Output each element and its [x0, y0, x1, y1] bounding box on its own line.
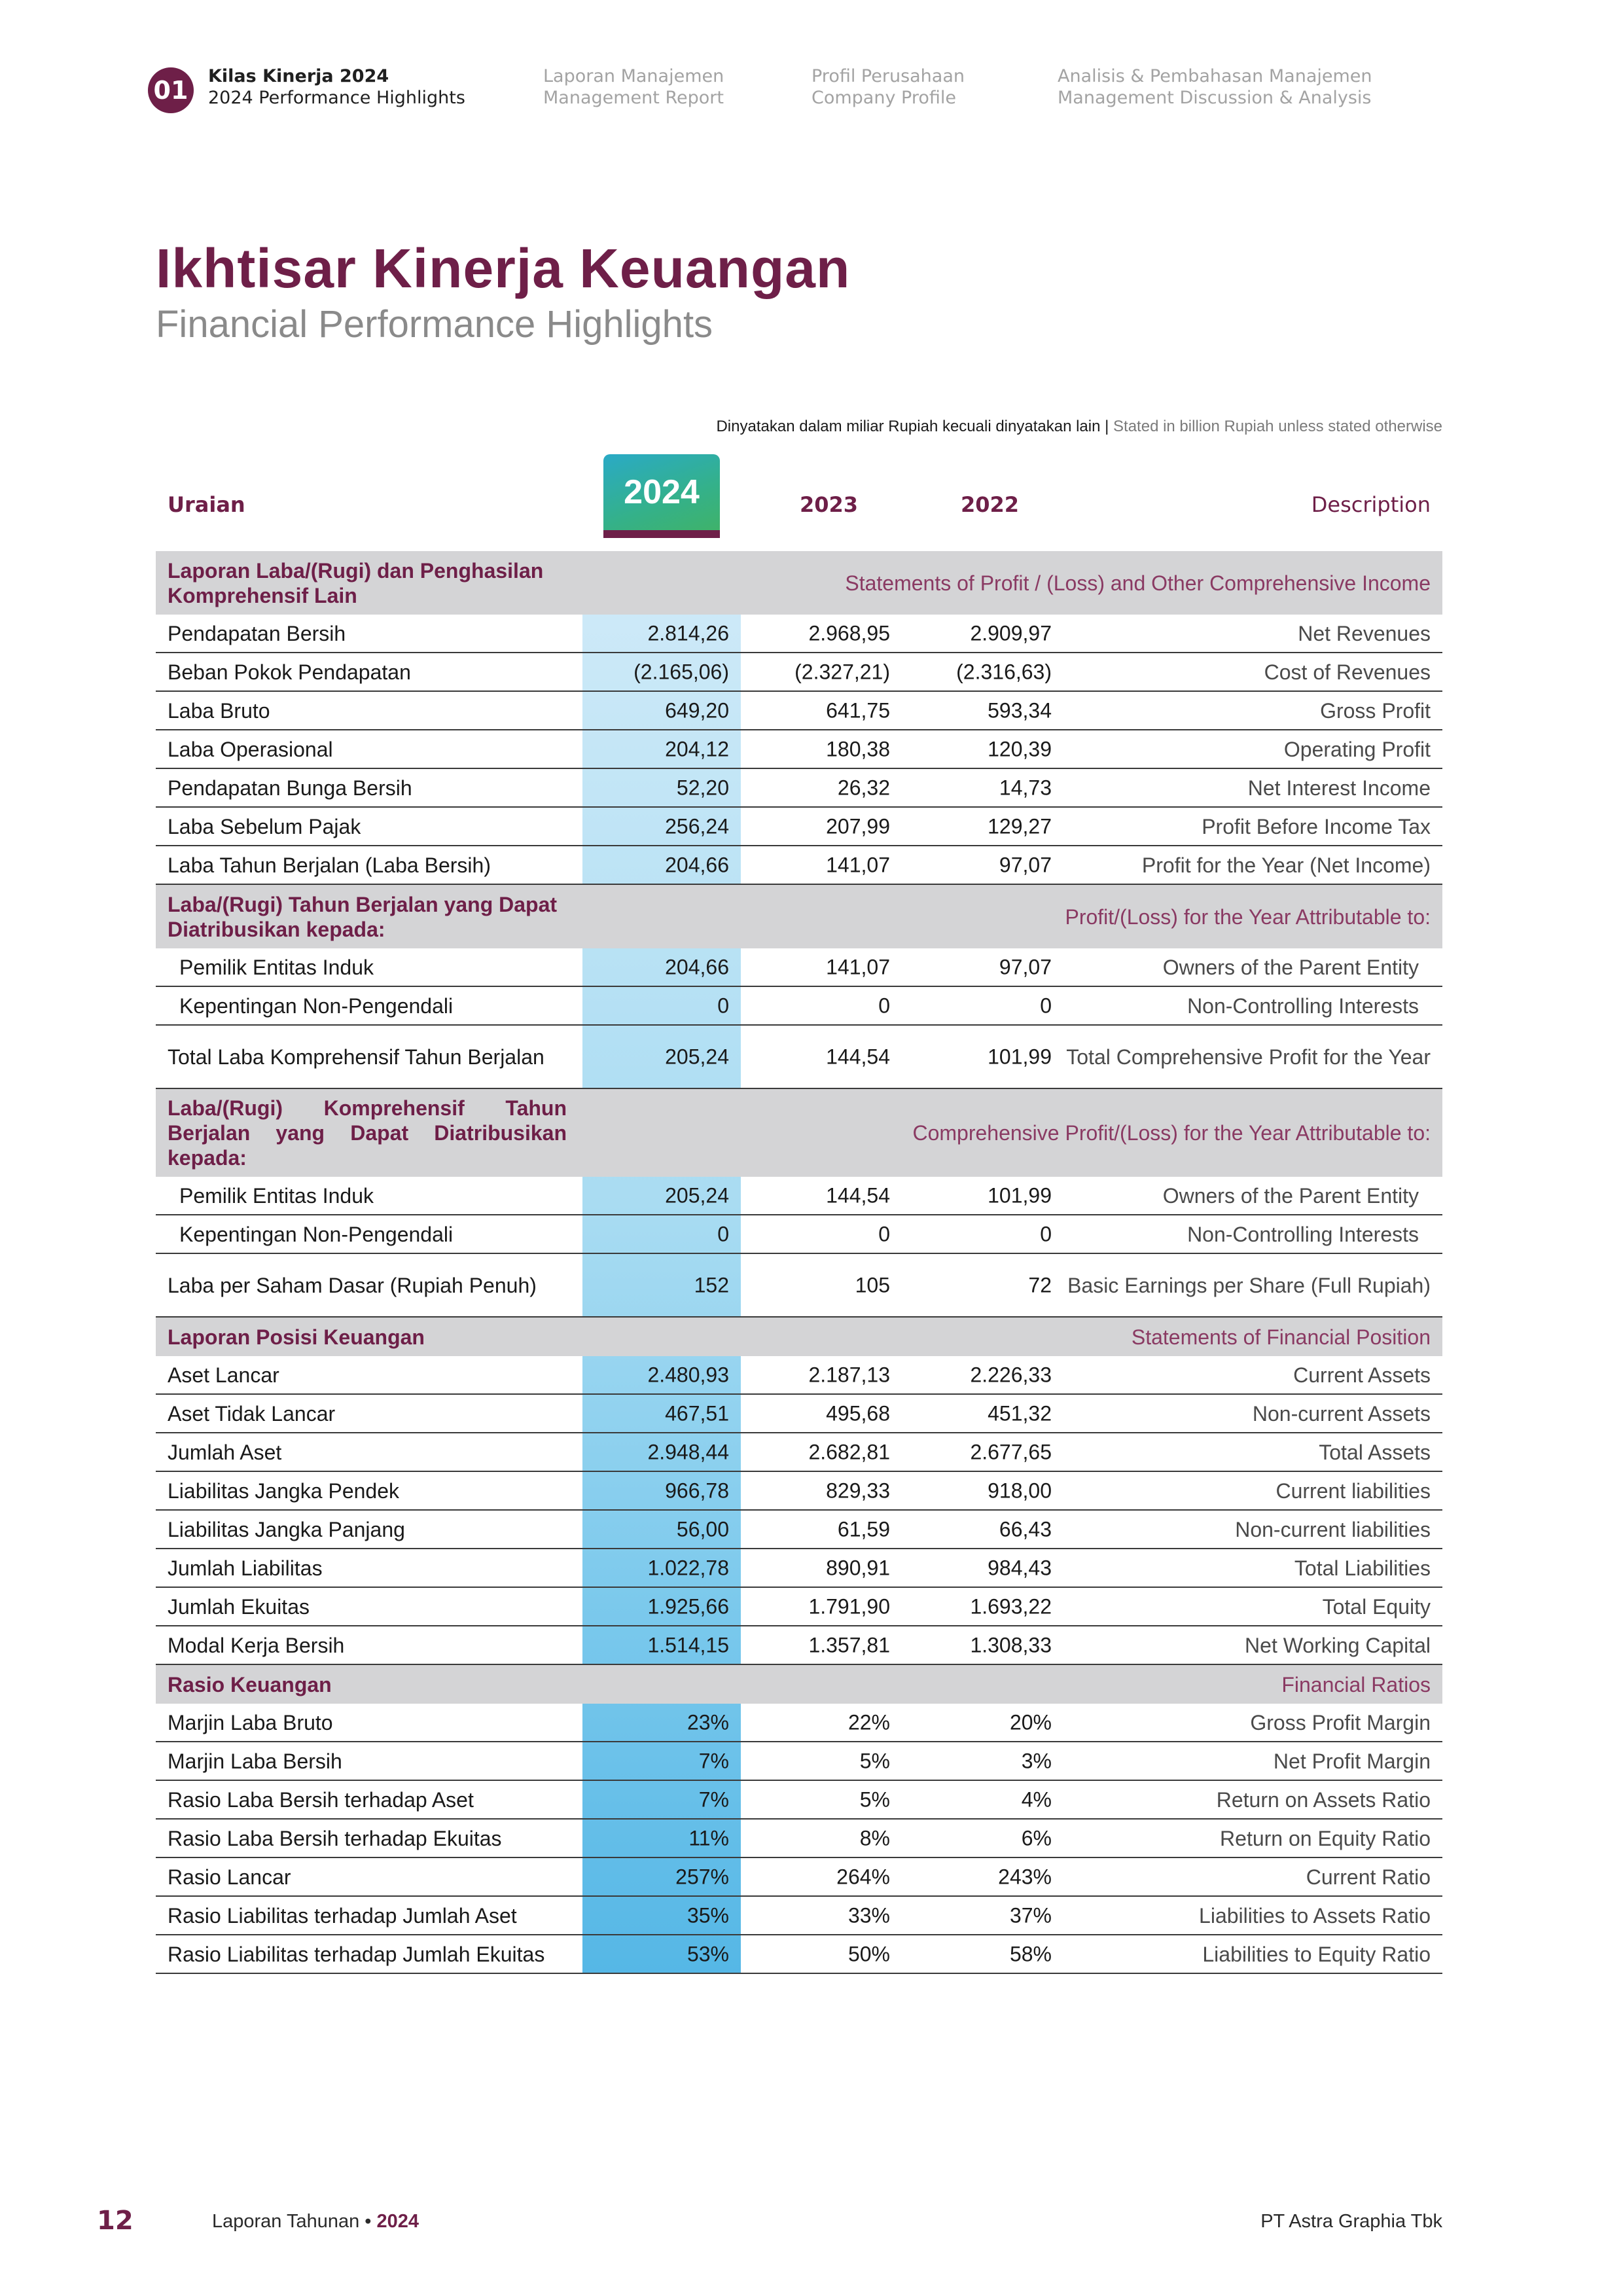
value-2023: 180,38 — [826, 737, 890, 761]
section-header-row — [156, 551, 1442, 615]
value-2023: 144,54 — [826, 1183, 890, 1207]
value-2024: 53% — [687, 1942, 729, 1965]
value-2023: (2.327,21) — [794, 660, 890, 683]
nav-item-label: Kilas Kinerja 2024 — [208, 66, 389, 86]
table-row — [156, 1254, 1442, 1318]
value-2022: 97,07 — [999, 853, 1052, 876]
row-label: Pemilik Entitas Induk — [179, 955, 374, 979]
page-number: 12 — [97, 2206, 134, 2236]
value-2022: 984,43 — [988, 1556, 1052, 1579]
row-description: Liabilities to Equity Ratio — [1202, 1942, 1431, 1966]
value-2022: 918,00 — [988, 1479, 1052, 1502]
value-2022: 101,99 — [988, 1045, 1052, 1068]
row-description: Total Assets — [1319, 1440, 1431, 1464]
row-label: Laba/(Rugi) Komprehensif Tahun Berjalan yang Dapat Diatribusikan kepada: — [168, 1096, 567, 1170]
value-2023: 207,99 — [826, 814, 890, 838]
nav-item-performance-highlights[interactable] — [208, 65, 465, 109]
nav-item-label: Laporan Manajemen — [543, 66, 724, 86]
value-2023: 8% — [859, 1826, 890, 1850]
row-label: Beban Pokok Pendapatan — [168, 660, 411, 684]
row-description: Statements of Profit / (Loss) and Other Comprehensive Income — [845, 571, 1431, 595]
value-2024: 966,78 — [665, 1479, 729, 1502]
row-description: Non-Controlling Interests — [1187, 994, 1419, 1018]
value-2022: 2.909,97 — [970, 621, 1052, 645]
table-row — [156, 1395, 1442, 1433]
table-row — [156, 615, 1442, 653]
table-row — [156, 948, 1442, 987]
row-description: Current liabilities — [1275, 1479, 1431, 1503]
table-row — [156, 1781, 1442, 1820]
table-row — [156, 1588, 1442, 1626]
value-2022: 0 — [1040, 1222, 1052, 1246]
page-title: Ikhtisar Kinerja Keuangan — [156, 238, 851, 299]
value-2022: 4% — [1021, 1787, 1052, 1811]
unit-note — [716, 418, 1442, 436]
row-label: Jumlah Liabilitas — [168, 1556, 323, 1580]
row-label: Pendapatan Bersih — [168, 621, 346, 645]
table-row — [156, 1626, 1442, 1665]
row-label: Modal Kerja Bersih — [168, 1633, 345, 1657]
nav-item-sublabel: Management Discussion & Analysis — [1058, 88, 1372, 108]
row-label: Rasio Laba Bersih terhadap Ekuitas — [168, 1826, 502, 1850]
value-2024: 35% — [687, 1903, 729, 1927]
table-row — [156, 1177, 1442, 1215]
table-row — [156, 1356, 1442, 1395]
nav-item-sublabel: Management Report — [543, 88, 724, 108]
table-row — [156, 1215, 1442, 1254]
row-label: Rasio Lancar — [168, 1865, 291, 1889]
row-label: Rasio Keuangan — [168, 1672, 332, 1696]
value-2022: 120,39 — [988, 737, 1052, 761]
value-2023: 141,07 — [826, 955, 890, 978]
value-2022: 593,34 — [988, 698, 1052, 722]
row-description: Profit Before Income Tax — [1202, 814, 1431, 838]
row-description: Financial Ratios — [1281, 1672, 1431, 1696]
table-row — [156, 1026, 1442, 1089]
year-2024-badge: 2024 — [603, 454, 720, 530]
row-label: Rasio Liabilitas terhadap Jumlah Aset — [168, 1903, 517, 1928]
value-2023: 26,32 — [837, 776, 890, 799]
row-description: Gross Profit — [1320, 698, 1431, 723]
table-body — [156, 551, 1442, 1974]
row-description: Net Working Capital — [1245, 1633, 1431, 1657]
row-label: Rasio Laba Bersih terhadap Aset — [168, 1787, 474, 1812]
value-2022: 1.308,33 — [970, 1633, 1052, 1657]
value-2023: 264% — [836, 1865, 890, 1888]
table-row — [156, 1935, 1442, 1974]
row-label: Kepentingan Non-Pengendali — [179, 994, 454, 1018]
value-2022: 20% — [1009, 1710, 1052, 1734]
row-description: Non-current Assets — [1252, 1401, 1431, 1426]
table-row — [156, 1704, 1442, 1742]
row-description: Profit for the Year (Net Income) — [1141, 853, 1431, 877]
row-label: Laba Tahun Berjalan (Laba Bersih) — [168, 853, 491, 877]
value-2023: 2.682,81 — [808, 1440, 890, 1463]
table-row — [156, 1472, 1442, 1511]
row-label: Laporan Laba/(Rugi) dan Penghasilan Komprehensif Lain — [168, 558, 544, 607]
table-row — [156, 1549, 1442, 1588]
section-header-row — [156, 1665, 1442, 1704]
row-description: Net Interest Income — [1247, 776, 1431, 800]
value-2022: 451,32 — [988, 1401, 1052, 1425]
value-2024: 52,20 — [676, 776, 729, 799]
value-2023: 495,68 — [826, 1401, 890, 1425]
row-description: Basic Earnings per Share (Full Rupiah) — [1067, 1273, 1431, 1297]
footer-company: PT Astra Graphia Tbk — [1260, 2211, 1442, 2232]
row-description: Liabilities to Assets Ratio — [1199, 1903, 1431, 1928]
value-2022: 97,07 — [999, 955, 1052, 978]
row-label: Marjin Laba Bruto — [168, 1710, 333, 1734]
value-2024: 0 — [717, 1222, 729, 1246]
nav-item-label: Profil Perusahaan — [812, 66, 965, 86]
value-2024: 256,24 — [665, 814, 729, 838]
row-label: Pemilik Entitas Induk — [179, 1183, 374, 1208]
row-label: Liabilitas Jangka Pendek — [168, 1479, 400, 1503]
value-2024: 1.925,66 — [647, 1594, 729, 1618]
value-2024: 257% — [675, 1865, 729, 1888]
footer-year: 2024 — [376, 2211, 419, 2232]
value-2023: 5% — [859, 1749, 890, 1772]
value-2022: 72 — [1028, 1273, 1052, 1297]
row-label: Laba per Saham Dasar (Rupiah Penuh) — [168, 1273, 537, 1297]
value-2023: 50% — [847, 1942, 890, 1965]
value-2023: 33% — [847, 1903, 890, 1927]
row-label: Pendapatan Bunga Bersih — [168, 776, 412, 800]
value-2024: 2.480,93 — [647, 1363, 729, 1386]
value-2023: 829,33 — [826, 1479, 890, 1502]
value-2024: 204,66 — [665, 955, 729, 978]
row-label: Aset Lancar — [168, 1363, 279, 1387]
row-description: Profit/(Loss) for the Year Attributable to: — [1065, 905, 1431, 929]
unit-note-id: Dinyatakan dalam miliar Rupiah kecuali dinyatakan lain — [716, 418, 1101, 435]
row-label: Liabilitas Jangka Panjang — [168, 1517, 405, 1541]
value-2022: 37% — [1009, 1903, 1052, 1927]
nav-item-sublabel: Company Profile — [812, 88, 956, 108]
value-2023: 105 — [855, 1273, 890, 1297]
value-2023: 890,91 — [826, 1556, 890, 1579]
footer-report — [212, 2211, 419, 2233]
value-2024: 205,24 — [665, 1045, 729, 1068]
table-row — [156, 769, 1442, 808]
row-description: Owners of the Parent Entity — [1162, 1183, 1419, 1208]
row-description: Gross Profit Margin — [1250, 1710, 1431, 1734]
table-row — [156, 653, 1442, 692]
table-row — [156, 692, 1442, 730]
row-label: Aset Tidak Lancar — [168, 1401, 336, 1426]
nav-item-mda[interactable] — [1058, 65, 1372, 109]
table-row — [156, 987, 1442, 1026]
row-description: Return on Assets Ratio — [1216, 1787, 1431, 1812]
row-description: Total Comprehensive Profit for the Year — [1066, 1045, 1431, 1069]
table-row — [156, 1742, 1442, 1781]
row-label: Rasio Liabilitas terhadap Jumlah Ekuitas — [168, 1942, 545, 1966]
row-description: Owners of the Parent Entity — [1162, 955, 1419, 979]
value-2022: 243% — [998, 1865, 1052, 1888]
value-2024: 152 — [694, 1273, 729, 1297]
value-2022: 1.693,22 — [970, 1594, 1052, 1618]
value-2023: 61,59 — [837, 1517, 890, 1541]
page-subtitle: Financial Performance Highlights — [156, 303, 713, 346]
value-2024: 649,20 — [665, 698, 729, 722]
row-label: Total Laba Komprehensif Tahun Berjalan — [168, 1045, 544, 1069]
nav-item-company-profile[interactable] — [812, 65, 965, 109]
value-2023: 2.187,13 — [808, 1363, 890, 1386]
table-row — [156, 730, 1442, 769]
value-2024: 2.814,26 — [647, 621, 729, 645]
value-2022: 3% — [1021, 1749, 1052, 1772]
value-2023: 5% — [859, 1787, 890, 1811]
row-label: Laba Operasional — [168, 737, 333, 761]
row-description: Non-Controlling Interests — [1187, 1222, 1419, 1246]
value-2024: 56,00 — [676, 1517, 729, 1541]
nav-item-sublabel: 2024 Performance Highlights — [208, 88, 465, 108]
value-2022: 129,27 — [988, 814, 1052, 838]
section-nav — [148, 65, 1442, 118]
unit-note-en: Stated in billion Rupiah unless stated otherwise — [1113, 418, 1442, 435]
table-row — [156, 846, 1442, 885]
value-2023: 641,75 — [826, 698, 890, 722]
header-description: Description — [1311, 492, 1431, 517]
unit-note-separator: | — [1100, 418, 1114, 435]
table-row — [156, 808, 1442, 846]
nav-item-management-report[interactable] — [543, 65, 724, 109]
value-2024: 205,24 — [665, 1183, 729, 1207]
value-2022: 66,43 — [999, 1517, 1052, 1541]
value-2024: 2.948,44 — [647, 1440, 729, 1463]
row-description: Comprehensive Profit/(Loss) for the Year Attributable to: — [912, 1121, 1431, 1145]
value-2022: 2.677,65 — [970, 1440, 1052, 1463]
value-2023: 1.357,81 — [808, 1633, 890, 1657]
row-description: Net Profit Margin — [1273, 1749, 1431, 1773]
row-description: Non-current liabilities — [1235, 1517, 1431, 1541]
value-2023: 22% — [847, 1710, 890, 1734]
value-2024: 467,51 — [665, 1401, 729, 1425]
value-2023: 0 — [878, 1222, 890, 1246]
footer-report-label: Laporan Tahunan — [212, 2211, 360, 2232]
value-2022: 58% — [1009, 1942, 1052, 1965]
value-2022: 101,99 — [988, 1183, 1052, 1207]
value-2023: 0 — [878, 994, 890, 1017]
value-2023: 1.791,90 — [808, 1594, 890, 1618]
row-description: Total Equity — [1322, 1594, 1431, 1619]
value-2024: 1.514,15 — [647, 1633, 729, 1657]
row-label: Jumlah Ekuitas — [168, 1594, 310, 1619]
header-2022: 2022 — [961, 492, 1020, 517]
table-header — [156, 478, 1442, 530]
value-2023: 141,07 — [826, 853, 890, 876]
value-2024: 0 — [717, 994, 729, 1017]
nav-item-label: Analisis & Pembahasan Manajemen — [1058, 66, 1372, 86]
row-label: Laporan Posisi Keuangan — [168, 1325, 425, 1349]
table-row — [156, 1897, 1442, 1935]
value-2024: 7% — [698, 1749, 729, 1772]
row-label: Laba Sebelum Pajak — [168, 814, 361, 838]
value-2024: 11% — [688, 1826, 729, 1850]
row-description: Current Assets — [1293, 1363, 1431, 1387]
value-2024: (2.165,06) — [633, 660, 729, 683]
value-2022: 2.226,33 — [970, 1363, 1052, 1386]
row-label: Laba Bruto — [168, 698, 270, 723]
row-description: Operating Profit — [1283, 737, 1431, 761]
value-2024: 204,12 — [665, 737, 729, 761]
value-2023: 144,54 — [826, 1045, 890, 1068]
section-header-row — [156, 1089, 1442, 1177]
value-2024: 1.022,78 — [647, 1556, 729, 1579]
value-2022: 14,73 — [999, 776, 1052, 799]
row-description: Net Revenues — [1298, 621, 1431, 645]
row-label: Marjin Laba Bersih — [168, 1749, 342, 1773]
chapter-badge: 01 — [148, 67, 194, 113]
row-description: Current Ratio — [1306, 1865, 1431, 1889]
row-description: Return on Equity Ratio — [1220, 1826, 1431, 1850]
header-uraian: Uraian — [168, 492, 245, 517]
row-description: Cost of Revenues — [1264, 660, 1431, 684]
row-label: Laba/(Rugi) Tahun Berjalan yang Dapat Diatribusikan kepada: — [168, 892, 558, 941]
value-2022: 6% — [1021, 1826, 1052, 1850]
row-description: Statements of Financial Position — [1131, 1325, 1431, 1349]
row-description: Total Liabilities — [1294, 1556, 1431, 1580]
table-row — [156, 1820, 1442, 1858]
value-2024: 7% — [698, 1787, 729, 1811]
value-2023: 2.968,95 — [808, 621, 890, 645]
value-2024: 204,66 — [665, 853, 729, 876]
header-2023: 2023 — [800, 492, 859, 517]
table-row — [156, 1858, 1442, 1897]
value-2022: (2.316,63) — [956, 660, 1052, 683]
value-2024: 23% — [687, 1710, 729, 1734]
section-header-row — [156, 1318, 1442, 1356]
footer-bullet: • — [359, 2211, 377, 2232]
table-row — [156, 1433, 1442, 1472]
row-label: Jumlah Aset — [168, 1440, 282, 1464]
row-label: Kepentingan Non-Pengendali — [179, 1222, 454, 1246]
section-header-row — [156, 885, 1442, 948]
value-2022: 0 — [1040, 994, 1052, 1017]
table-row — [156, 1511, 1442, 1549]
